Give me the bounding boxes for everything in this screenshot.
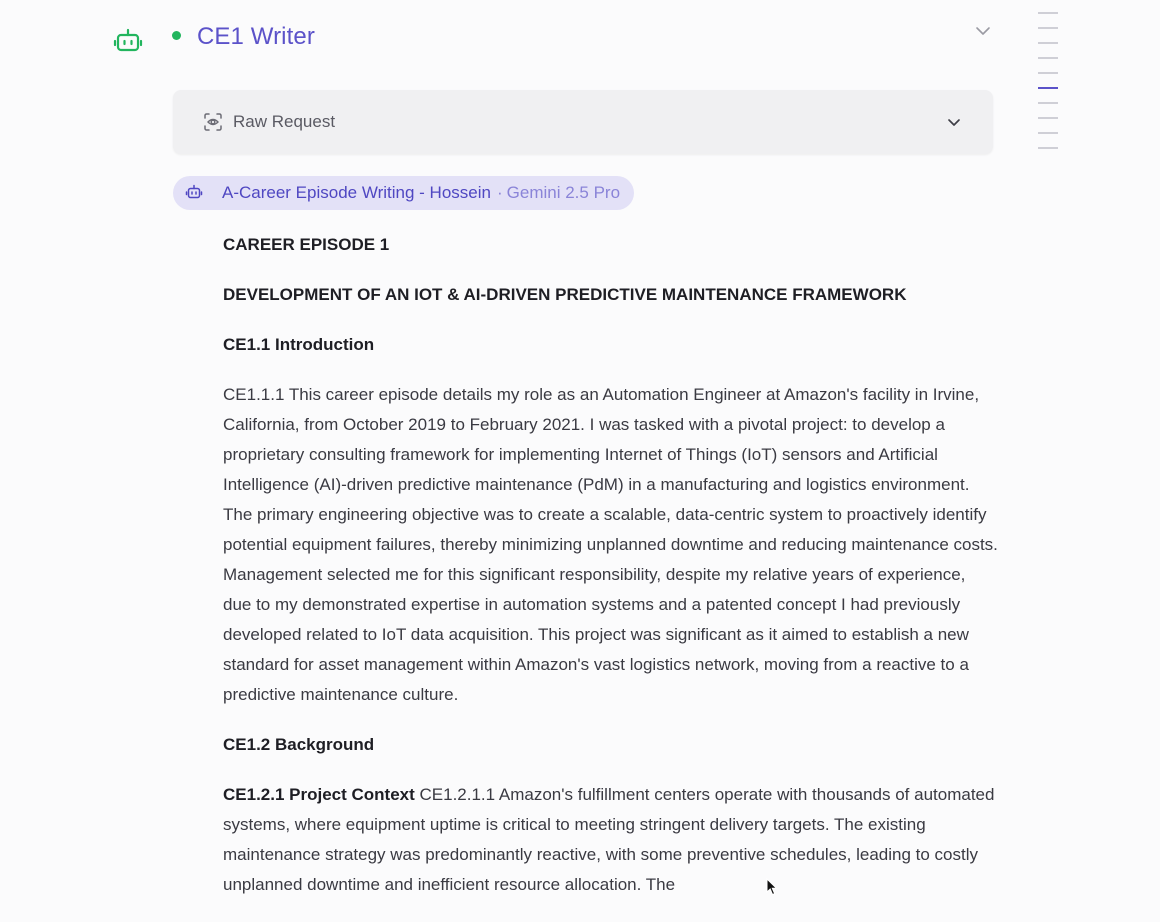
robot-icon	[185, 184, 203, 202]
minimap-tick[interactable]	[1038, 147, 1058, 149]
intro-paragraph: CE1.1.1 This career episode details my role as an Automation Engineer at Amazon's facility in Irvine, California, from October 2019 to February 2021. I was tasked with a pivotal project: to develop a proprietary consulting framework for implementing Internet of Things (IoT) sensors and Artificial Intelligence (AI)-driven predictive maintenance (PdM) in a manufacturing and logistics environment. The primary engineering objective was to create a scalable, data-centric system to proactively identify potential equipment failures, thereby minimizing unplanned downtime and reducing maintenance costs. Management selected me for this significant responsibility, despite my relative years of experience, due to my demonstrated expertise in automation systems and a patented concept I had previously developed related to IoT data acquisition. This project was significant as it aimed to establish a new standard for asset management within Amazon's vast logistics network, moving from a reactive to a predictive maintenance culture.	[223, 385, 998, 704]
minimap-tick[interactable]	[1038, 132, 1058, 134]
minimap-tick[interactable]	[1038, 57, 1058, 59]
chip-separator: ·	[496, 183, 503, 202]
robot-icon	[112, 27, 144, 57]
minimap-tick[interactable]	[1038, 12, 1058, 14]
mouse-cursor-icon	[766, 878, 778, 896]
context-label: CE1.2.1 Project Context	[223, 785, 415, 804]
agent-title: CE1 Writer	[197, 23, 315, 50]
project-title: DEVELOPMENT OF AN IOT & AI-DRIVEN PREDICTIVE MAINTENANCE FRAMEWORK	[223, 285, 907, 304]
chevron-down-icon[interactable]	[974, 22, 992, 40]
context-paragraph	[223, 780, 998, 900]
assistant-model-chip[interactable]	[173, 176, 634, 210]
eye-scan-icon	[203, 112, 223, 132]
minimap-tick-active[interactable]	[1038, 87, 1058, 89]
minimap-tick[interactable]	[1038, 42, 1058, 44]
section-heading-introduction: CE1.1 Introduction	[223, 335, 375, 354]
raw-request-label: Raw Request	[233, 112, 336, 131]
assistant-name: A-Career Episode Writing - Hossein	[222, 183, 491, 202]
raw-request-toggle[interactable]	[173, 90, 993, 154]
chevron-down-icon	[945, 113, 963, 131]
message-content	[223, 230, 998, 920]
model-name: Gemini 2.5 Pro	[506, 183, 621, 202]
section-heading-background: CE1.2 Background	[223, 735, 375, 754]
minimap-tick[interactable]	[1038, 27, 1058, 29]
episode-title: CAREER EPISODE 1	[223, 235, 390, 254]
minimap-tick[interactable]	[1038, 102, 1058, 104]
context-text: CE1.2.1.1 Amazon's fulfillment centers operate with thousands of automated systems, where equipment uptime is critical to meeting stringent delivery targets. The existing maintenance strategy was predominantly reactive, with some preventive schedules, leading to costly unplanned downtime and inefficient resource allocation. The	[223, 785, 995, 894]
minimap-tick[interactable]	[1038, 72, 1058, 74]
online-status-dot	[172, 31, 181, 40]
message-minimap[interactable]	[1038, 12, 1058, 162]
agent-header	[172, 20, 315, 54]
minimap-tick[interactable]	[1038, 117, 1058, 119]
